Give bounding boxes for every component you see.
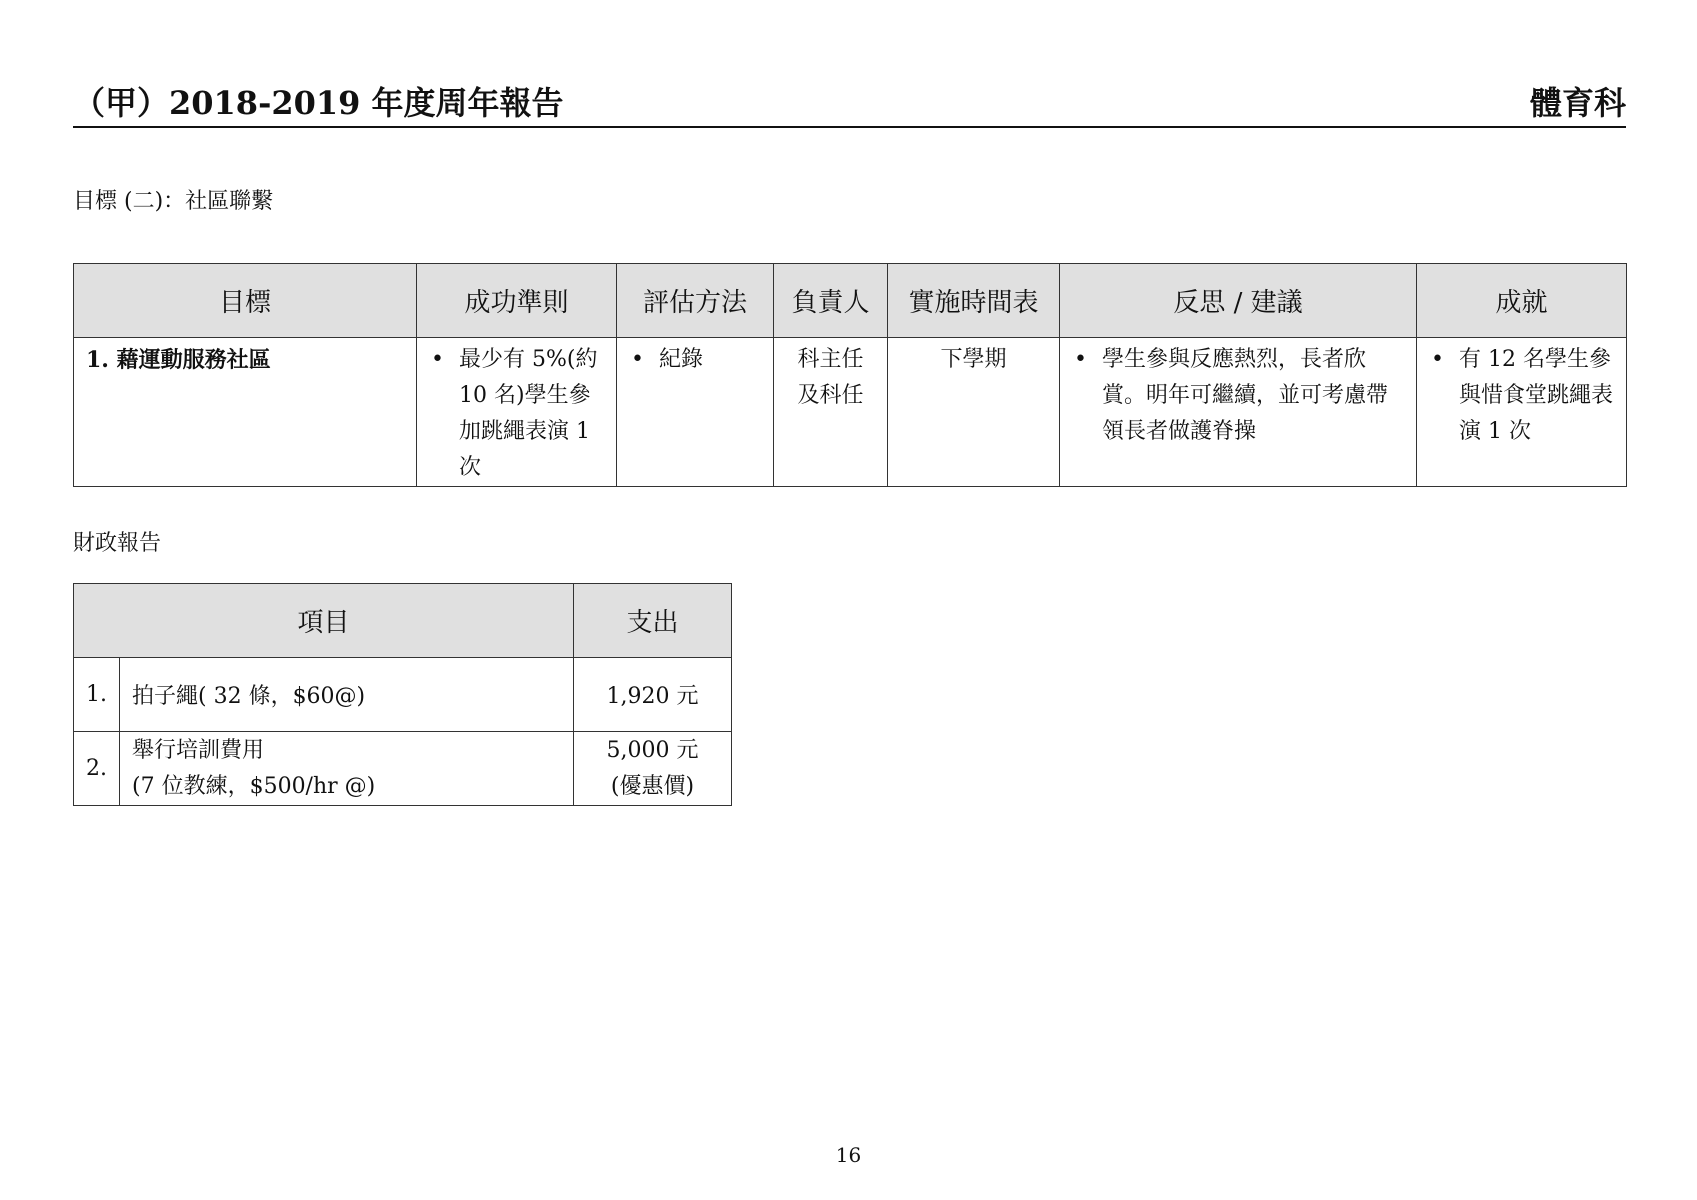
method-cell: • 紀錄 [617, 338, 774, 487]
header-person: 負責人 [774, 264, 888, 338]
item-number: 1. [74, 658, 120, 732]
finance-table-header-row [74, 584, 732, 658]
goal-cell: 1. 藉運動服務社區 [74, 338, 417, 487]
subject-name: 體育科 [1529, 84, 1626, 122]
reflection-cell: • 學生參與反應熱烈，長者欣賞。明年可繼續，並可考慮帶領長者做護脊操 [1060, 338, 1417, 487]
item-description-line: 舉行培訓費用 [132, 737, 265, 763]
item-description-line: (7 位教練，$500/hr @) [132, 773, 376, 799]
table-row [74, 732, 732, 806]
goals-table [73, 263, 1627, 487]
header-goal: 目標 [74, 264, 417, 338]
goals-table-header-row [74, 264, 1627, 338]
header-achievement: 成就 [1417, 264, 1627, 338]
header-schedule: 實施時間表 [888, 264, 1060, 338]
item-amount [574, 732, 732, 806]
amount-note: (優惠價) [610, 773, 695, 799]
item-number: 2. [74, 732, 120, 806]
page-number: 16 [835, 1143, 862, 1167]
criteria-cell: • 最少有 5%(約 10 名)學生參加跳繩表演 1 次 [417, 338, 617, 487]
header-item: 項目 [74, 584, 574, 658]
amount-line: 5,000 元 [606, 737, 699, 763]
amount-line: 1,920 元 [606, 684, 699, 709]
item-description [120, 658, 574, 732]
table-row [74, 338, 1627, 487]
header-reflection: 反思 / 建議 [1060, 264, 1417, 338]
report-title: （甲）2018-2019 年度周年報告 [73, 84, 564, 122]
header-expense: 支出 [574, 584, 732, 658]
table-row [74, 658, 732, 732]
person-cell: 科主任及科任 [774, 338, 888, 487]
page-header [73, 82, 1626, 128]
finance-table [73, 583, 732, 806]
schedule-cell: 下學期 [888, 338, 1060, 487]
item-amount [574, 658, 732, 732]
header-method: 評估方法 [617, 264, 774, 338]
item-description [120, 732, 574, 806]
item-description-line: 拍子繩( 32 條，$60@) [132, 684, 366, 709]
achievement-cell: • 有 12 名學生參與惜食堂跳繩表演 1 次 [1417, 338, 1627, 487]
objective-heading: 目標 (二)：社區聯繫 [73, 189, 274, 214]
finance-heading: 財政報告 [73, 531, 162, 556]
header-criteria: 成功準則 [417, 264, 617, 338]
